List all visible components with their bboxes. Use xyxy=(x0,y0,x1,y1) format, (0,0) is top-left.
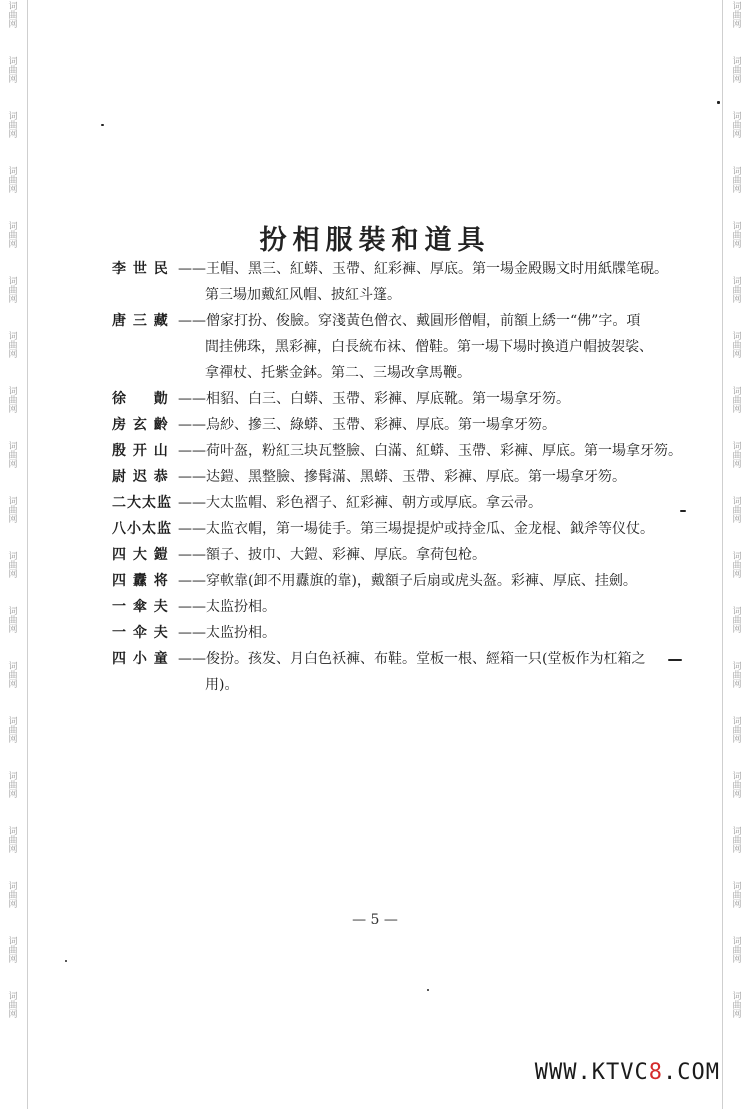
watermark-char: 词 xyxy=(732,497,742,507)
role-name: 四 大 鎧 xyxy=(112,547,169,563)
watermark-group xyxy=(8,168,17,195)
watermark-char: 网 xyxy=(732,75,742,85)
site-watermark xyxy=(535,1060,720,1085)
role-name: 四 纛 将 xyxy=(112,573,169,589)
cast-entry xyxy=(112,516,702,542)
watermark-group xyxy=(732,443,741,470)
role-name: 李 世 民 xyxy=(112,261,169,277)
watermark-group xyxy=(732,278,741,305)
costume-description: ——僧家打扮、俊臉。穿淺黃色僧衣、戴圓形僧帽，前額上綉一“佛”字。項 xyxy=(178,313,641,329)
watermark-group xyxy=(8,443,17,470)
watermark-char: 网 xyxy=(8,570,18,580)
costume-description: ——穿軟靠(卸不用纛旗的靠)，戴額子后扇或虎头盔。彩褲、厚底、挂劍。 xyxy=(178,573,637,589)
watermark-char: 网 xyxy=(8,735,18,745)
cast-entry-first-line xyxy=(112,386,702,412)
watermark-char: 曲 xyxy=(732,836,742,846)
cast-entry-first-line xyxy=(112,620,702,646)
watermark-char: 网 xyxy=(8,350,18,360)
watermark-char: 网 xyxy=(8,75,18,85)
watermark-group xyxy=(8,498,17,525)
cast-entry xyxy=(112,542,702,568)
watermark-char: 网 xyxy=(732,955,742,965)
cast-entry-first-line xyxy=(112,516,702,542)
watermark-char: 词 xyxy=(8,827,18,837)
costume-description: 用)。 xyxy=(205,677,239,693)
watermark-group xyxy=(732,883,741,910)
watermark-char: 词 xyxy=(732,112,742,122)
watermark-char: 曲 xyxy=(732,451,742,461)
watermark-char: 网 xyxy=(732,680,742,690)
watermark-char: 网 xyxy=(8,845,18,855)
watermark-char: 曲 xyxy=(8,891,18,901)
watermark-char: 词 xyxy=(8,717,18,727)
watermark-group xyxy=(8,938,17,965)
role-name: 尉 迟 恭 xyxy=(112,469,169,485)
watermark-char: 网 xyxy=(8,900,18,910)
watermark-char: 网 xyxy=(732,1010,742,1020)
cast-list xyxy=(112,256,702,698)
watermark-char: 网 xyxy=(732,460,742,470)
watermark-char: 词 xyxy=(8,222,18,232)
site-watermark-accent: 8 xyxy=(648,1060,664,1085)
watermark-char: 网 xyxy=(8,130,18,140)
watermark-char: 词 xyxy=(732,332,742,342)
watermark-char: 词 xyxy=(8,992,18,1002)
cast-entry xyxy=(112,412,702,438)
watermark-char: 网 xyxy=(732,185,742,195)
watermark-group xyxy=(8,58,17,85)
watermark-char: 曲 xyxy=(732,1001,742,1011)
cast-entry-first-line xyxy=(112,490,702,516)
watermark-char: 网 xyxy=(8,625,18,635)
watermark-group xyxy=(732,608,741,635)
watermark-char: 词 xyxy=(8,882,18,892)
watermark-char: 网 xyxy=(8,405,18,415)
watermark-char: 词 xyxy=(8,607,18,617)
right-watermark-column xyxy=(726,0,748,1109)
watermark-group xyxy=(8,718,17,745)
watermark-char: 网 xyxy=(8,240,18,250)
cast-entry xyxy=(112,386,702,412)
costume-description: 拿禪杖、托紫金鉢。第二、三場改拿馬鞭。 xyxy=(205,365,471,381)
cast-entry xyxy=(112,308,702,386)
watermark-char: 曲 xyxy=(732,781,742,791)
watermark-char: 网 xyxy=(732,735,742,745)
watermark-char: 词 xyxy=(732,2,742,12)
watermark-char: 词 xyxy=(8,387,18,397)
watermark-group xyxy=(732,168,741,195)
watermark-char: 网 xyxy=(732,240,742,250)
watermark-group xyxy=(8,113,17,140)
watermark-char: 网 xyxy=(8,1010,18,1020)
watermark-char: 词 xyxy=(8,57,18,67)
watermark-char: 网 xyxy=(732,405,742,415)
watermark-char: 曲 xyxy=(732,231,742,241)
role-name: 一 伞 夫 xyxy=(112,625,169,641)
cast-entry-first-line xyxy=(112,542,702,568)
watermark-group xyxy=(732,993,741,1020)
cast-entry xyxy=(112,464,702,490)
watermark-char: 网 xyxy=(732,350,742,360)
role-name: 房 玄 齡 xyxy=(112,417,169,433)
watermark-char: 词 xyxy=(732,387,742,397)
watermark-char: 曲 xyxy=(8,726,18,736)
role-name: 殷 开 山 xyxy=(112,443,169,459)
watermark-char: 曲 xyxy=(732,726,742,736)
watermark-char: 词 xyxy=(8,497,18,507)
watermark-char: 词 xyxy=(732,937,742,947)
watermark-char: 曲 xyxy=(8,506,18,516)
watermark-char: 词 xyxy=(8,167,18,177)
watermark-char: 曲 xyxy=(732,671,742,681)
watermark-char: 词 xyxy=(8,277,18,287)
watermark-char: 词 xyxy=(732,717,742,727)
cast-entry xyxy=(112,620,702,646)
cast-entry-continuation xyxy=(112,360,702,386)
watermark-group xyxy=(732,388,741,415)
cast-entry xyxy=(112,438,702,464)
page-number: — 5 — xyxy=(352,912,398,928)
left-margin-rule xyxy=(27,0,28,1109)
watermark-char: 网 xyxy=(732,790,742,800)
watermark-char: 词 xyxy=(732,222,742,232)
watermark-char: 曲 xyxy=(8,11,18,21)
watermark-group xyxy=(732,828,741,855)
watermark-char: 曲 xyxy=(732,561,742,571)
watermark-group xyxy=(732,498,741,525)
watermark-char: 网 xyxy=(8,515,18,525)
cast-entry-first-line xyxy=(112,256,702,282)
costume-description: 第三場加戴紅风帽、披紅斗篷。 xyxy=(205,287,401,303)
watermark-char: 词 xyxy=(8,332,18,342)
cast-entry-first-line xyxy=(112,438,702,464)
watermark-char: 网 xyxy=(8,680,18,690)
watermark-char: 词 xyxy=(732,992,742,1002)
watermark-char: 曲 xyxy=(732,506,742,516)
watermark-char: 曲 xyxy=(8,231,18,241)
costume-description: ——达鎧、黑整臉、摻髯滿、黑蟒、玉帶、彩褲、厚底。第一場拿牙笏。 xyxy=(178,469,626,485)
watermark-group xyxy=(732,333,741,360)
watermark-group xyxy=(8,388,17,415)
watermark-char: 曲 xyxy=(8,946,18,956)
cast-entry xyxy=(112,646,702,698)
watermark-group xyxy=(732,3,741,30)
costume-description: ——大太监帽、彩色褶子、紅彩褲、朝方或厚底。拿云帚。 xyxy=(178,495,542,511)
cast-entry xyxy=(112,568,702,594)
scan-speck xyxy=(65,960,67,962)
watermark-char: 曲 xyxy=(8,396,18,406)
cast-entry-continuation xyxy=(112,282,702,308)
watermark-char: 网 xyxy=(8,460,18,470)
costume-description: ——太监衣帽，第一場徒手。第三場提提炉或持金瓜、金龙棍、鉞斧等仪仗。 xyxy=(178,521,654,537)
watermark-group xyxy=(8,773,17,800)
role-name: 一 傘 夫 xyxy=(112,599,169,615)
watermark-char: 词 xyxy=(732,167,742,177)
watermark-group xyxy=(8,883,17,910)
scan-speck xyxy=(717,101,720,104)
watermark-char: 曲 xyxy=(8,1001,18,1011)
scan-speck xyxy=(668,659,682,661)
watermark-char: 曲 xyxy=(732,66,742,76)
watermark-char: 词 xyxy=(732,607,742,617)
role-name: 徐 勣 xyxy=(112,391,169,407)
watermark-char: 曲 xyxy=(732,616,742,626)
costume-description: ——相貂、白三、白蟒、玉帶、彩褲、厚底靴。第一場拿牙笏。 xyxy=(178,391,570,407)
watermark-char: 词 xyxy=(732,57,742,67)
watermark-char: 网 xyxy=(8,20,18,30)
watermark-char: 曲 xyxy=(8,341,18,351)
watermark-char: 曲 xyxy=(8,286,18,296)
watermark-group xyxy=(8,993,17,1020)
costume-description: 間挂佛珠，黑彩褲，白長統布袜、僧鞋。第一場下場时換逍户帽披袈裟、 xyxy=(205,339,653,355)
cast-entry-continuation xyxy=(112,672,702,698)
watermark-char: 曲 xyxy=(8,451,18,461)
cast-entry-first-line xyxy=(112,412,702,438)
costume-description: ——額子、披巾、大鎧、彩褲、厚底。拿荷包枪。 xyxy=(178,547,486,563)
costume-description: ——荷叶盔，粉紅三块瓦整臉、白滿、紅蟒、玉帶、彩褲、厚底。第一場拿牙笏。 xyxy=(178,443,682,459)
watermark-char: 网 xyxy=(8,790,18,800)
watermark-char: 网 xyxy=(732,515,742,525)
cast-entry-first-line xyxy=(112,646,702,672)
role-name: 四 小 童 xyxy=(112,651,169,667)
watermark-char: 网 xyxy=(732,130,742,140)
watermark-char: 词 xyxy=(8,442,18,452)
right-margin-rule xyxy=(722,0,723,1109)
costume-description: ——俊扮。孩发、月白色袄褲、布鞋。堂板一根、經箱一只(堂板作为杠箱之 xyxy=(178,651,646,667)
costume-description: ——王帽、黑三、紅蟒、玉帶、紅彩褲、厚底。第一場金殿賜文时用紙牒笔硯。 xyxy=(178,261,668,277)
watermark-group xyxy=(732,663,741,690)
watermark-char: 词 xyxy=(8,552,18,562)
watermark-group xyxy=(732,553,741,580)
watermark-char: 词 xyxy=(732,882,742,892)
watermark-char: 词 xyxy=(8,2,18,12)
watermark-char: 曲 xyxy=(8,176,18,186)
watermark-char: 曲 xyxy=(8,836,18,846)
watermark-char: 曲 xyxy=(732,946,742,956)
watermark-char: 词 xyxy=(732,772,742,782)
watermark-char: 曲 xyxy=(8,781,18,791)
cast-entry xyxy=(112,256,702,308)
watermark-char: 曲 xyxy=(732,176,742,186)
watermark-char: 网 xyxy=(732,570,742,580)
cast-entry-continuation xyxy=(112,334,702,360)
role-name: 唐 三 藏 xyxy=(112,313,169,329)
watermark-char: 曲 xyxy=(8,671,18,681)
watermark-char: 曲 xyxy=(8,121,18,131)
watermark-char: 网 xyxy=(732,20,742,30)
scan-speck xyxy=(101,124,104,126)
watermark-group xyxy=(8,278,17,305)
watermark-group xyxy=(732,773,741,800)
watermark-char: 曲 xyxy=(732,891,742,901)
watermark-group xyxy=(8,663,17,690)
costume-description: ——烏紗、摻三、綠蟒、玉帶、彩褲、厚底。第一場拿牙笏。 xyxy=(178,417,556,433)
cast-entry xyxy=(112,594,702,620)
scan-speck xyxy=(680,510,686,512)
watermark-char: 曲 xyxy=(8,616,18,626)
cast-entry-first-line xyxy=(112,308,702,334)
watermark-char: 词 xyxy=(732,277,742,287)
watermark-char: 词 xyxy=(8,772,18,782)
watermark-char: 词 xyxy=(8,662,18,672)
watermark-char: 网 xyxy=(732,295,742,305)
scan-speck xyxy=(427,989,429,991)
watermark-char: 曲 xyxy=(8,561,18,571)
cast-entry-first-line xyxy=(112,568,702,594)
watermark-group xyxy=(8,553,17,580)
watermark-char: 网 xyxy=(732,900,742,910)
watermark-char: 网 xyxy=(8,955,18,965)
role-name: 二大太监 xyxy=(112,495,172,511)
page-title: 扮相服裝和道具 xyxy=(259,225,491,257)
cast-entry xyxy=(112,490,702,516)
watermark-char: 曲 xyxy=(8,66,18,76)
watermark-char: 曲 xyxy=(732,396,742,406)
watermark-char: 词 xyxy=(732,662,742,672)
cast-entry-first-line xyxy=(112,594,702,620)
watermark-group xyxy=(8,3,17,30)
watermark-group xyxy=(8,828,17,855)
site-watermark-suffix: .COM xyxy=(663,1060,720,1085)
watermark-char: 曲 xyxy=(732,286,742,296)
watermark-char: 词 xyxy=(732,442,742,452)
watermark-char: 曲 xyxy=(732,11,742,21)
watermark-group xyxy=(8,333,17,360)
watermark-group xyxy=(732,718,741,745)
watermark-char: 曲 xyxy=(732,121,742,131)
watermark-char: 词 xyxy=(732,827,742,837)
watermark-group xyxy=(732,938,741,965)
watermark-char: 曲 xyxy=(732,341,742,351)
watermark-group xyxy=(8,608,17,635)
cast-entry-first-line xyxy=(112,464,702,490)
watermark-char: 词 xyxy=(8,112,18,122)
watermark-group xyxy=(732,113,741,140)
costume-description: ——太监扮相。 xyxy=(178,625,276,641)
watermark-char: 网 xyxy=(8,185,18,195)
watermark-char: 词 xyxy=(732,552,742,562)
watermark-char: 网 xyxy=(8,295,18,305)
watermark-char: 网 xyxy=(732,845,742,855)
watermark-group xyxy=(732,58,741,85)
costume-description: ——太监扮相。 xyxy=(178,599,276,615)
left-watermark-column xyxy=(2,0,24,1109)
watermark-char: 网 xyxy=(732,625,742,635)
site-watermark-prefix: WWW.KTVC xyxy=(534,1060,649,1085)
watermark-char: 词 xyxy=(8,937,18,947)
role-name: 八小太监 xyxy=(112,521,172,537)
